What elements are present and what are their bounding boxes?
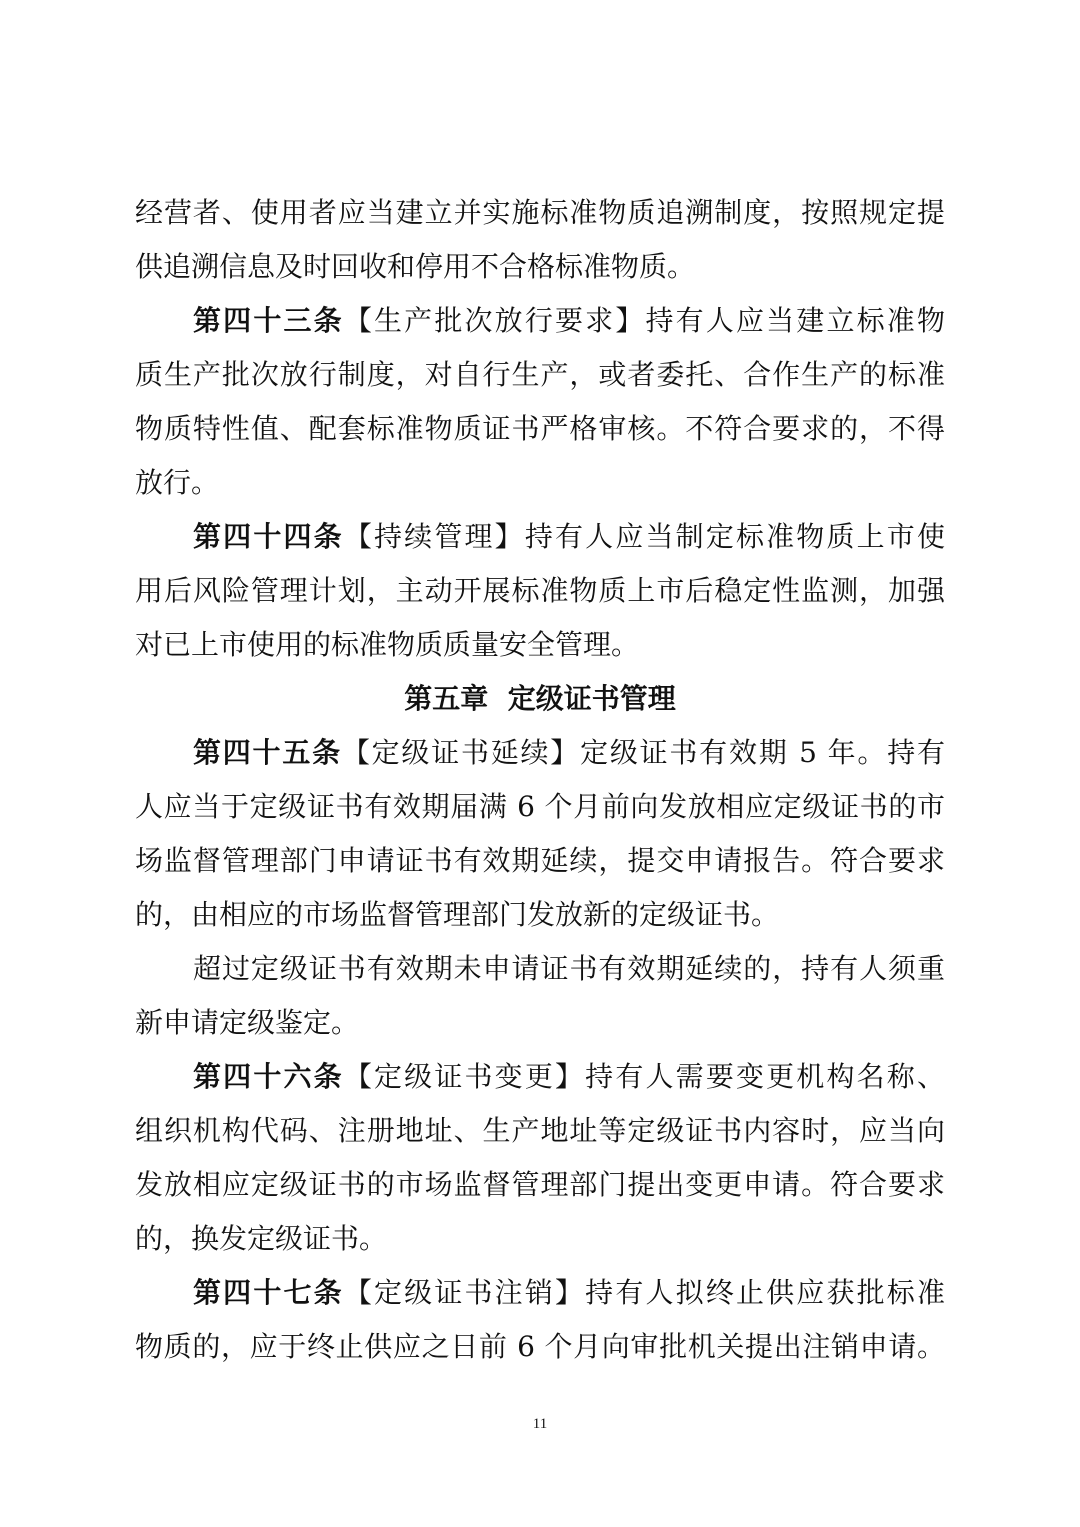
article-45-text: 【定级证书延续】定级证书有效期 5 年。持有	[341, 736, 945, 769]
article-43-first-line	[193, 301, 945, 341]
article-45-title: 第四十五条	[193, 736, 342, 769]
article-44-text: 【持续管理】持有人应当制定标准物质上市使	[343, 520, 945, 553]
paragraph-line: 用后风险管理计划，主动开展标准物质上市后稳定性监测，加强	[135, 574, 945, 607]
article-44-first-line	[193, 517, 945, 557]
article-46-title: 第四十六条	[193, 1060, 344, 1093]
page-number: 11	[532, 1416, 548, 1432]
paragraph-line: 物质的，应于终止供应之日前 6 个月向审批机关提出注销申请。	[135, 1330, 945, 1363]
article-47-first-line	[193, 1273, 945, 1313]
paragraph-line: 组织机构代码、注册地址、生产地址等定级证书内容时，应当向	[135, 1114, 945, 1147]
paragraph-line: 新申请定级鉴定。	[135, 1006, 360, 1039]
paragraph-line: 人应当于定级证书有效期届满 6 个月前向发放相应定级证书的市	[135, 790, 945, 823]
paragraph-line: 发放相应定级证书的市场监督管理部门提出变更申请。符合要求	[135, 1168, 945, 1201]
paragraph-line: 供追溯信息及时回收和停用不合格标准物质。	[135, 250, 696, 283]
paragraph-line: 经营者、使用者应当建立并实施标准物质追溯制度，按照规定提	[135, 196, 945, 229]
article-47-title: 第四十七条	[193, 1276, 344, 1309]
paragraph-line: 质生产批次放行制度，对自行生产，或者委托、合作生产的标准	[135, 358, 945, 391]
article-47-text: 【定级证书注销】持有人拟终止供应获批标准	[343, 1276, 945, 1309]
paragraph-line: 场监督管理部门申请证书有效期延续，提交申请报告。符合要求	[135, 844, 945, 877]
chapter-title: 第五章 定级证书管理	[404, 682, 676, 715]
article-45-first-line	[193, 733, 945, 773]
paragraph-line: 的，由相应的市场监督管理部门发放新的定级证书。	[135, 898, 780, 931]
article-43-text: 【生产批次放行要求】持有人应当建立标准物	[343, 304, 945, 337]
paragraph-line: 的，换发定级证书。	[135, 1222, 388, 1255]
paragraph-line: 物质特性值、配套标准物质证书严格审核。不符合要求的，不得	[135, 412, 945, 445]
article-46-first-line	[193, 1057, 945, 1097]
paragraph-line: 放行。	[135, 466, 220, 499]
article-44-title: 第四十四条	[193, 520, 344, 553]
article-46-text: 【定级证书变更】持有人需要变更机构名称、	[343, 1060, 945, 1093]
article-43-title: 第四十三条	[193, 304, 344, 337]
paragraph-line: 对已上市使用的标准物质质量安全管理。	[135, 628, 640, 661]
paragraph-line: 超过定级证书有效期未申请证书有效期延续的，持有人须重	[193, 952, 945, 985]
